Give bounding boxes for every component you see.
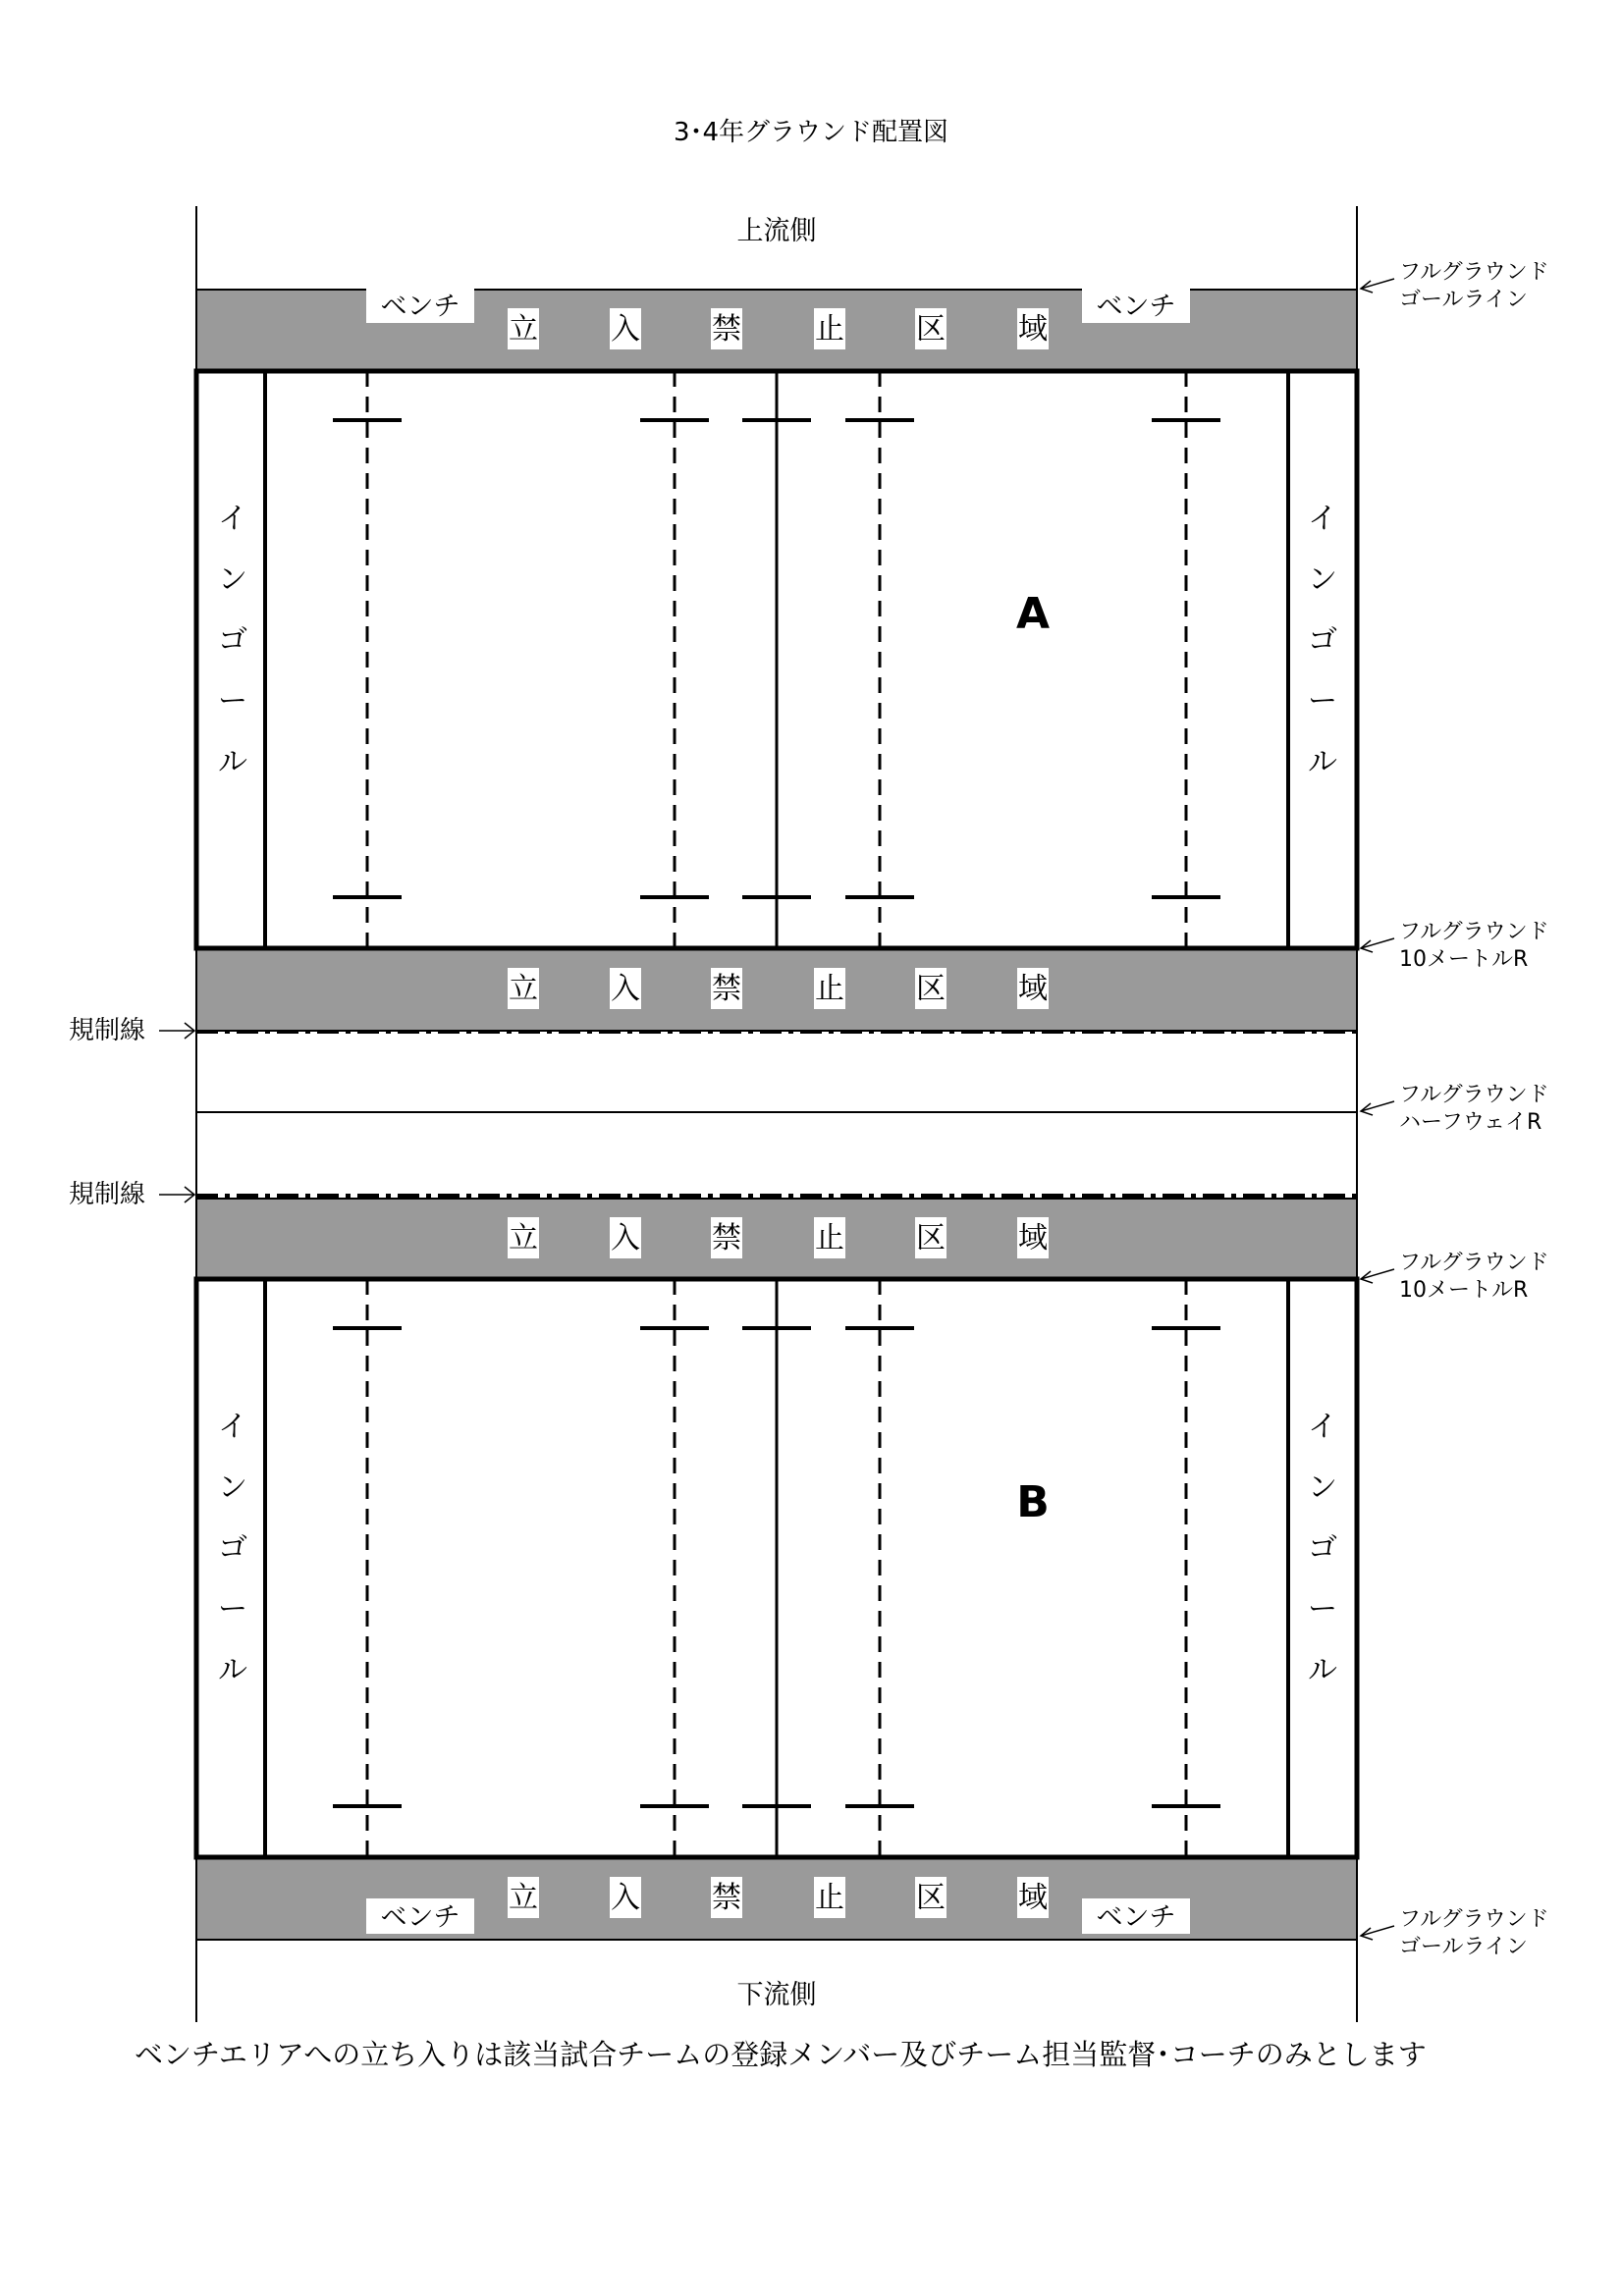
annotation-line: ハーフウェイR <box>1399 1110 1542 1135</box>
restricted-zone-b-north <box>196 1199 1357 1279</box>
in-goal-char: ン <box>218 1470 247 1505</box>
zone-char: 入 <box>611 312 640 347</box>
annotation-line: フルグラウンド <box>1399 920 1549 944</box>
bench-label: ベンチ <box>380 1902 460 1933</box>
in-goal-label-left <box>218 502 247 779</box>
in-goal-char: ル <box>1308 1653 1337 1687</box>
zone-char: 止 <box>815 312 844 347</box>
field-a <box>196 371 1357 948</box>
annotation-ten-m-a <box>1361 920 1549 972</box>
annotation-line: 10メートルR <box>1399 1278 1529 1303</box>
in-goal-char: ゴ <box>1308 623 1337 658</box>
zone-char: 域 <box>1018 1881 1048 1915</box>
in-goal-char: ル <box>218 1653 247 1687</box>
bench-label: ベンチ <box>380 292 460 322</box>
diagram-title: 3･4年グラウンド配置図 <box>673 118 949 147</box>
zone-char: 立 <box>509 1221 538 1255</box>
in-goal-char: ン <box>218 562 247 597</box>
zone-char: 立 <box>509 972 538 1006</box>
in-goal-label-right <box>1308 1410 1337 1687</box>
annotation-line: フルグラウンド <box>1399 260 1549 285</box>
annotation-line: フルグラウンド <box>1399 1251 1549 1275</box>
zone-char: 入 <box>611 1221 640 1255</box>
in-goal-char: ン <box>1308 1470 1337 1505</box>
zone-char: 区 <box>916 972 946 1006</box>
in-goal-char: ル <box>218 745 247 779</box>
downstream-side-label: 下流側 <box>736 1980 817 2010</box>
right-annotations <box>1361 260 1549 1959</box>
zone-char: 立 <box>509 1881 538 1915</box>
upstream-side-label: 上流側 <box>736 216 817 246</box>
zone-char: 止 <box>815 972 844 1006</box>
in-goal-char: ゴ <box>1308 1531 1337 1566</box>
in-goal-char: イ <box>1308 1410 1337 1444</box>
in-goal-char: ゴ <box>218 1531 247 1566</box>
in-goal-char: ー <box>1308 684 1337 719</box>
zone-char: 止 <box>815 1881 844 1915</box>
annotation-line: 10メートルR <box>1399 947 1529 972</box>
zone-char: 禁 <box>712 1221 741 1255</box>
regulation-label-text: 規制線 <box>69 1016 146 1045</box>
restricted-zone-a-south <box>196 948 1357 1031</box>
fields <box>196 371 1357 1857</box>
in-goal-char: イ <box>218 1410 247 1444</box>
annotation-goal-line-bottom <box>1361 1907 1549 1959</box>
annotation-halfway <box>1361 1083 1549 1135</box>
bench-label: ベンチ <box>1096 292 1176 322</box>
annotation-goal-line-top <box>1361 260 1549 312</box>
bench-bottom-right <box>1082 1898 1190 1934</box>
zone-char: 禁 <box>712 1881 741 1915</box>
bench-bottom-left <box>366 1898 474 1934</box>
zone-char: 入 <box>611 972 640 1006</box>
in-goal-label-right <box>1308 502 1337 779</box>
zone-band <box>196 1199 1357 1279</box>
zone-band <box>196 948 1357 1031</box>
in-goal-char: ー <box>218 684 247 719</box>
in-goal-label-left <box>218 1410 247 1687</box>
in-goal-char: イ <box>218 502 247 536</box>
regulation-label-text: 規制線 <box>69 1180 146 1209</box>
in-goal-char: ン <box>1308 562 1337 597</box>
regulation-label-lower <box>69 1180 194 1209</box>
annotation-line: ゴールライン <box>1399 1935 1528 1959</box>
bench-top-right <box>1082 288 1190 323</box>
footer-note: ベンチエリアへの立ち入りは該当試合チームの登録メンバー及びチーム担当監督･コーチのみとします <box>135 2038 1427 2071</box>
in-goal-char: ー <box>218 1592 247 1627</box>
in-goal-char: ー <box>1308 1592 1337 1627</box>
zone-char: 区 <box>916 1221 946 1255</box>
bench-top-left <box>366 288 474 323</box>
annotation-line: ゴールライン <box>1399 288 1528 312</box>
zone-char: 立 <box>509 312 538 347</box>
regulation-label-upper <box>69 1016 194 1045</box>
in-goal-char: イ <box>1308 502 1337 536</box>
zone-char: 域 <box>1018 312 1048 347</box>
zone-char: 禁 <box>712 312 741 347</box>
in-goal-char: ル <box>1308 745 1337 779</box>
zone-char: 区 <box>916 312 946 347</box>
zone-char: 域 <box>1018 1221 1048 1255</box>
zone-char: 止 <box>815 1221 844 1255</box>
zone-char: 区 <box>916 1881 946 1915</box>
annotation-ten-m-b <box>1361 1251 1549 1303</box>
zone-char: 禁 <box>712 972 741 1006</box>
zone-char: 域 <box>1018 972 1048 1006</box>
bench-label: ベンチ <box>1096 1902 1176 1933</box>
zone-char: 入 <box>611 1881 640 1915</box>
in-goal-char: ゴ <box>218 623 247 658</box>
annotation-line: フルグラウンド <box>1399 1083 1549 1107</box>
field-a-label: A <box>1015 589 1051 639</box>
field-b-label: B <box>1016 1477 1050 1527</box>
field-b <box>196 1279 1357 1857</box>
annotation-line: フルグラウンド <box>1399 1907 1549 1932</box>
